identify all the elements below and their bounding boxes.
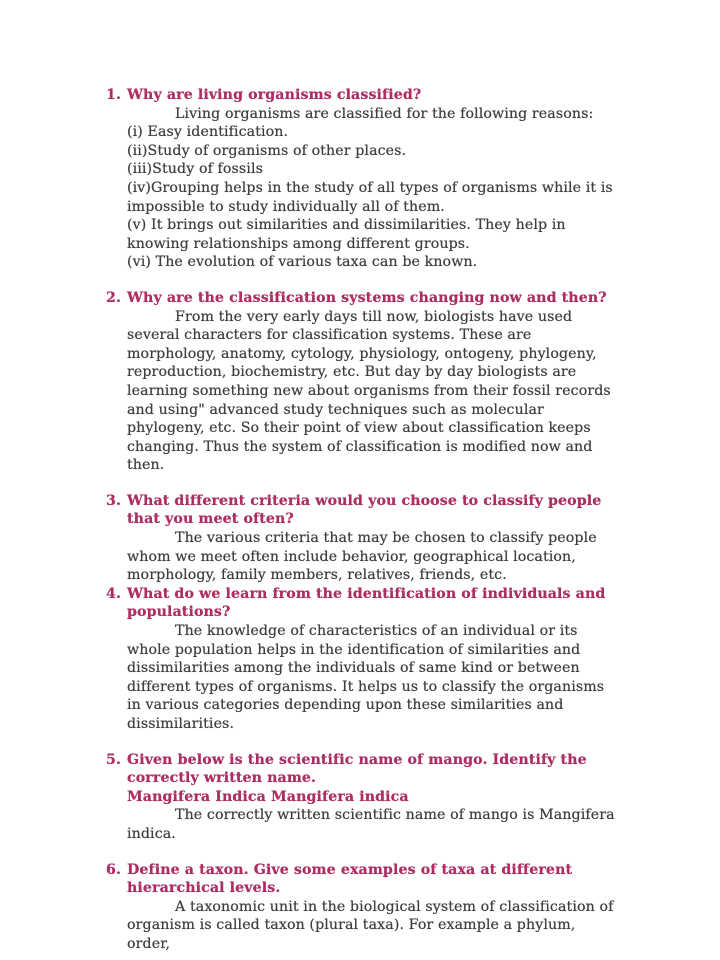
answer-list-item: (iii)Study of fossils (127, 161, 263, 178)
answer-block (127, 105, 620, 272)
question-text: What different criteria would you choose to classify people that you meet often? (127, 492, 602, 528)
question-number: 6. (106, 861, 122, 878)
question-text: Why are living organisms classified? (127, 87, 422, 103)
question-number: 2. (106, 289, 122, 306)
question-number: 5. (106, 751, 122, 768)
answer-list-item: (ii)Study of organisms of other places. (127, 142, 407, 159)
qa-item-1 (106, 86, 620, 272)
answer-block (127, 308, 620, 475)
answer-paragraph: The various criteria that may be chosen to classify people whom we meet often include behavior, geographical location, morphology, family members, relatives, friends, etc. (127, 530, 597, 584)
question-text: Define a taxon. Give some examples of taxa at different hierarchical levels. (127, 861, 573, 897)
question-heading (106, 86, 620, 105)
answer-paragraph: A taxonomic unit in the biological system of classification of organism is called taxon (plural taxa). For example a phylum, order, (127, 898, 614, 952)
question-heading (106, 751, 620, 788)
question-text: Given below is the scientific name of mango. Identify the correctly written name. (127, 751, 587, 787)
answer-paragraph: The correctly written scientific name of mango is Mangifera indica. (127, 807, 615, 842)
answer-block (127, 898, 620, 954)
qa-item-6 (106, 861, 620, 954)
answer-list-item: (vi) The evolution of various taxa can be known. (127, 254, 478, 271)
question-heading (106, 861, 620, 898)
question-heading (106, 492, 620, 529)
answer-list-item: (i) Easy identification. (127, 124, 289, 141)
question-number: 1. (106, 87, 122, 103)
answer-block (127, 529, 620, 585)
answer-paragraph: Living organisms are classified for the following reasons: (175, 105, 594, 122)
answer-paragraph: From the very early days till now, biologists have used several characters for classification systems. These are morphology, anatomy, cytology, physiology, ontogeny, phylogeny, reproduction, biochemistry, etc. But day by day biologists are learning something new about organisms from their fossil records and using" advanced study techniques such as molecular phylogeny, etc. So their point of view about classification keeps changing. Thus the system of classification is modified now and then. (127, 308, 611, 474)
question-heading (106, 585, 620, 622)
answer-paragraph: The knowledge of characteristics of an individual or its whole population helps in the identification of similarities and dissimilarities among the individuals of same kind or between different types of organisms. It helps us to classify the organisms in various categories depending upon these similarities and dissimilarities. (127, 623, 605, 732)
qa-item-4 (106, 585, 620, 734)
question-number: 4. (106, 585, 122, 602)
qa-item-2 (106, 289, 620, 475)
qa-item-5 (106, 751, 620, 844)
answer-list-item: (iv)Grouping helps in the study of all types of organisms while it is impossible to study individually all of them. (127, 179, 613, 215)
question-number: 3. (106, 492, 122, 509)
answer-block (127, 788, 620, 844)
question-text: What do we learn from the identification of individuals and populations? (127, 585, 606, 621)
answer-list-item: (v) It brings out similarities and dissimilarities. They help in knowing relationships among different groups. (127, 217, 566, 252)
scientific-name-line: Mangifera Indica Mangifera indica (127, 788, 409, 805)
question-heading (106, 289, 620, 308)
answer-block (127, 622, 620, 734)
text-column (106, 86, 620, 960)
question-text: Why are the classification systems changing now and then? (127, 289, 607, 306)
qa-item-3 (106, 492, 620, 585)
